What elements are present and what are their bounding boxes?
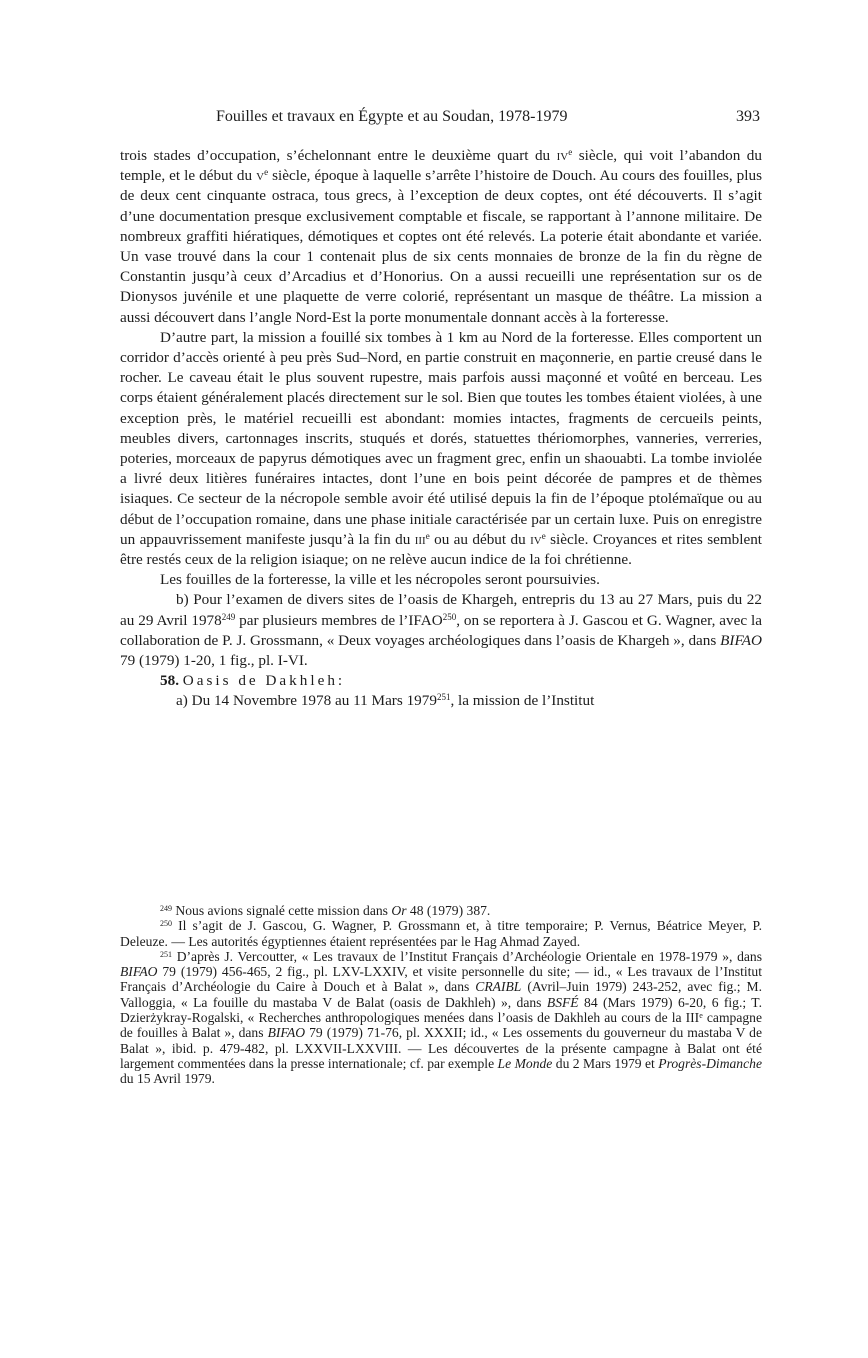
text-run: 79 (1979) 456-465, 2 fig., pl. LXV-LXXIV, et visite personnelle du site; — id., « Les travaux de l’Institut Français d’Archéologie du Caire à Douch et à Balat », dans	[120, 964, 762, 995]
paragraph-future-excavations: Les fouilles de la forteresse, la ville et les nécropoles seront poursuivies.	[160, 571, 600, 589]
superscript: e	[541, 530, 546, 541]
paragraph-khargeh	[120, 590, 762, 671]
paragraph-tombs	[120, 328, 762, 570]
footnote-ref-249[interactable]: 249	[221, 611, 236, 622]
text-run: 79 (1979) 1-20, 1 fig., pl. I-VI.	[120, 652, 308, 670]
section-number: 58.	[160, 672, 179, 690]
roman-numeral: iv	[530, 530, 542, 548]
text-run: Nous avions signalé cette mission dans	[175, 903, 388, 918]
text-run: par plusieurs membres de l’IFAO	[239, 611, 443, 629]
roman-numeral: v	[256, 167, 265, 185]
text-run: 48 (1979) 387.	[409, 903, 491, 918]
text-run: a) Du 14 Novembre 1978 au 11 Mars 1979	[176, 692, 437, 710]
text-run: trois stades d’occupation, s’échelonnant entre le deuxième quart du	[120, 147, 551, 164]
text-run: Il s’agit de J. Gascou, G. Wagner, P. Grossmann et, à titre temporaire; P. Vernus, Béatrice Meyer, P. Deleuze. — Les autorités égyptiennes étaient représentées par le Hag Ahmad Zayed.	[120, 918, 763, 949]
footnote-249	[120, 903, 762, 918]
superscript: e	[568, 147, 573, 157]
superscript: e	[425, 530, 430, 541]
footnote-number: 250	[160, 919, 172, 929]
footnote-number: 251	[160, 949, 172, 959]
footnote-ref-251[interactable]: 251	[436, 692, 451, 703]
text-run: du 15 Avril 1979.	[120, 1071, 215, 1087]
newspaper-title: Le Monde	[497, 1055, 553, 1071]
journal-title: BIFAO	[120, 964, 158, 980]
text-run: (Avril–Juin 1979) 243-252, avec fig.; M. Valloggia, « La fouille du mastaba V de Balat (oasis de Dakhleh) », dans	[120, 979, 762, 1010]
main-text	[120, 146, 762, 712]
footnote-number: 249	[160, 904, 172, 913]
running-header	[120, 108, 760, 130]
footnote-250	[120, 918, 762, 949]
journal-title: Or	[391, 903, 407, 918]
text-run: siècle, qui voit l’abandon du temple, et le début du	[120, 147, 762, 185]
page-number: 393	[736, 108, 760, 125]
text-run: b) Pour l’examen de divers sites de l’oasis de Khargeh, entrepris du 13 au 27 Mars, puis du 22 au 29 Avril 1978	[120, 591, 762, 629]
running-title: Fouilles et travaux en Égypte et au Soudan, 1978-1979	[216, 108, 568, 125]
text-run: du 2 Mars 1979 et	[555, 1055, 655, 1071]
text-run: D’après J. Vercoutter, « Les travaux de l’Institut Français d’Archéologie Orientale en 1978-1979 », dans	[176, 948, 762, 964]
section-title: Oasis de Dakhleh:	[182, 672, 346, 690]
journal-title: CRAIBL	[475, 979, 522, 995]
footnote-251	[120, 949, 762, 1087]
journal-title: BSFÉ	[546, 994, 579, 1010]
superscript: e	[264, 167, 269, 178]
roman-numeral: iv	[556, 147, 569, 164]
text-run: 84 (Mars 1979) 6-20, 6 fig.; T. Dzierżykray-Rogalski, « Recherches anthropologiques menées dans l’oasis de Dakhleh au cours de la III	[120, 994, 763, 1026]
text-run: ou au début du	[434, 530, 526, 548]
section-heading-dakhleh	[120, 671, 762, 691]
paragraph-dakhleh-mission	[120, 691, 762, 711]
text-run: siècle, époque à laquelle s’arrête l’histoire de Douch. Au cours des fouilles, plus de deux cent cinquante ostraca, tous grecs, à l’exception de deux coptes, ont été découverts. Il s’agit d’une documentation presque exclusivement comptable et fiscale, se rapportant à l’annone militaire. De nombreux graffiti hiératiques, démotiques et coptes ont été relevés. La poterie était abondante et variée. Un vase trouvé dans la cour 1 contenait plus de six cents monnaies de bronze de la fin du règne de Constantin jusqu’à ceux d’Arcadius et d’Honorius. On a aussi recueilli une représentation sur os de Dionysos juvénile et une plaquette de verre colorié, représentant un masque de théâtre. La mission a aussi découvert dans l’angle Nord-Est la porte monumentale donnant accès à la forteresse.	[120, 167, 762, 326]
text-run: , on se reportera à J. Gascou et G. Wagner, avec la collaboration de P. J. Grossmann, « Deux voyages archéologiques dans l’oasis de Khargeh », dans	[120, 611, 762, 649]
text-run: campagne de fouilles à Balat », dans	[120, 1010, 762, 1041]
journal-title: BIFAO	[267, 1025, 306, 1041]
superscript: e	[699, 1011, 703, 1021]
newspaper-title: Progrès-Dimanche	[658, 1055, 762, 1071]
text-run: , la mission de l’Institut	[450, 692, 595, 710]
text-run: D’autre part, la mission a fouillé six tombes à 1 km au Nord de la forteresse. Elles comportent un corridor d’accès orienté à peu près Sud–Nord, en partie construit en maçonnerie, en partie creusé dans le rocher. Le caveau était le plus souvent rupestre, mais parfois aussi maçonné et voûté en berceau. Les corps étaient généralement placés directement sur le sol. Bien que toutes les tombes étaient violées, à une exception près, le matériel recueilli est abondant: momies intactes, fragments de cercueils peints, meubles divers, cartonnages inscrits, stuqués et dorés, statuettes thériomorphes, vanneries, verreries, poteries, morceaux de papyrus démotiques avec un fragment grec, enfin un shaouabti. La tombe inviolée a livré deux litières funéraires intactes, dont l’une en bois peint décorée de pampres et de thèmes isiaques. Ce secteur de la nécropole semble avoir été utilisé depuis la fin de l’époque ptolémaïque ou au début de l’occupation romaine, dans une phase initiale caractérisée par un certain luxe. Puis on enregistre un appauvrissement manifeste jusqu’à la fin du	[120, 328, 762, 548]
footnote-ref-250[interactable]: 250	[442, 611, 457, 622]
paragraph-douch-occupation	[120, 146, 762, 328]
footnotes	[120, 903, 762, 1087]
text-run: siècle. Croyances et rites semblent être restés ceux de la religion isiaque; on ne relève aucun indice de la foi chrétienne.	[120, 530, 763, 569]
roman-numeral: iii	[414, 530, 426, 548]
text-run: 79 (1979) 71-76, pl. XXXII; id., « Les ossements du gouverneur du mastaba V de Balat », ibid. p. 479-482, pl. LXXVII-LXXVIII. — Les découvertes de la présente campagne à Balat ont été largement commentées dans la presse internationale; cf. par exemple	[120, 1025, 763, 1071]
journal-title: BIFAO	[720, 631, 763, 649]
